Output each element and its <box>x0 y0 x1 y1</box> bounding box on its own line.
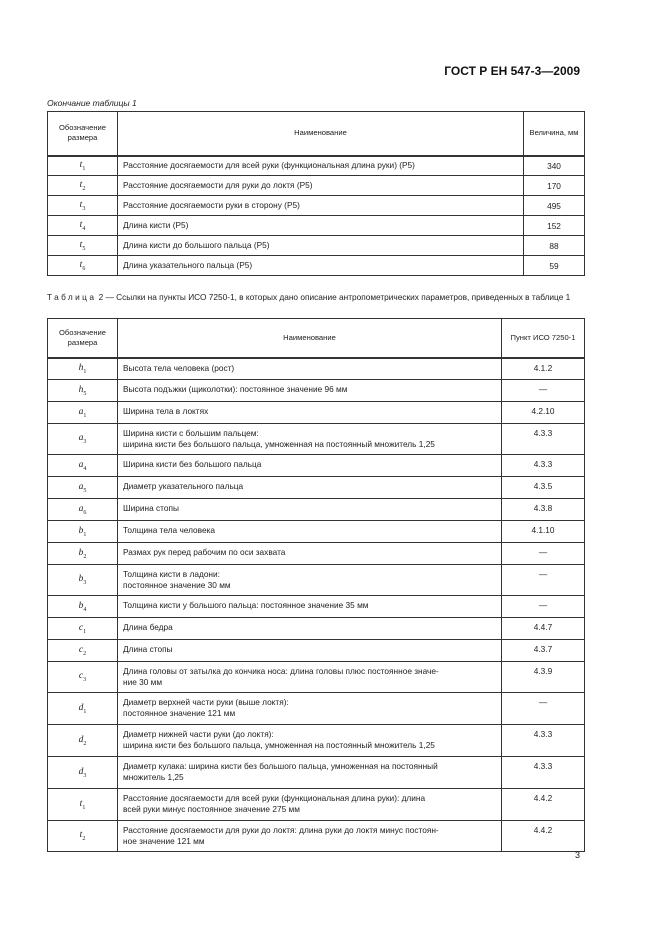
symbol-letter: t <box>79 179 83 190</box>
symbol-index: 1 <box>82 165 86 172</box>
iso-clause: 4.4.2 <box>502 821 585 852</box>
symbol-index: 5 <box>83 390 87 397</box>
table-row <box>48 521 585 543</box>
dimension-name: Расстояние досягаемости для руки до локтя: длина руки до локтя минус постоян- ное значение 121 мм <box>118 821 502 852</box>
symbol-index: 1 <box>83 531 87 538</box>
symbol-index: 4 <box>83 465 87 472</box>
dimension-name: Ширина тела в локтях <box>118 402 502 424</box>
table-row <box>48 725 585 757</box>
iso-clause: 4.3.3 <box>502 757 585 789</box>
table-row <box>48 499 585 521</box>
dimension-value: 170 <box>524 176 585 196</box>
dimension-symbol <box>48 256 118 276</box>
table-row <box>48 156 585 176</box>
symbol-index: 2 <box>83 740 87 747</box>
table1-body <box>48 156 585 276</box>
symbol-letter: a <box>78 406 84 417</box>
symbol-letter: b <box>78 574 84 585</box>
dimension-name: Толщина кисти в ладони: постоянное значение 30 мм <box>118 565 502 596</box>
dimension-symbol <box>48 693 118 725</box>
symbol-letter: t <box>79 219 83 230</box>
symbol-index: 2 <box>83 553 87 560</box>
iso-clause: 4.1.10 <box>502 521 585 543</box>
table1-header-name: Наименование <box>118 112 524 156</box>
dimension-symbol <box>48 789 118 821</box>
table-row <box>48 477 585 499</box>
dimension-symbol <box>48 640 118 662</box>
symbol-letter: c <box>78 671 84 682</box>
iso-clause: 4.3.3 <box>502 424 585 455</box>
iso-clause: 4.2.10 <box>502 402 585 424</box>
symbol-letter: a <box>78 503 84 514</box>
document-id: ГОСТ Р ЕН 547-3—2009 <box>444 64 580 78</box>
dimension-name: Длина кисти до большого пальца (Р5) <box>118 236 524 256</box>
dimension-name: Высота подъжки (щиколотки): постоянное значение 96 мм <box>118 380 502 402</box>
table2-caption-text: 2 — Ссылки на пункты ИСО 7250-1, в которых дано описание антропометрических параметров, приведенных в таблице 1 <box>96 292 571 302</box>
table-row <box>48 565 585 596</box>
dimension-name: Длина головы от затылка до кончика носа: длина головы плюс постоянное значе- ние 30 мм <box>118 662 502 693</box>
symbol-index: 4 <box>82 225 86 232</box>
dimension-symbol <box>48 455 118 477</box>
symbol-index: 3 <box>83 438 87 445</box>
dimension-name: Толщина кисти у большого пальца: постоянное значение 35 мм <box>118 596 502 618</box>
iso-clause: 4.3.5 <box>502 477 585 499</box>
symbol-index: 6 <box>83 509 87 516</box>
table-row <box>48 358 585 380</box>
dimension-name: Диаметр указательного пальца <box>118 477 502 499</box>
table2 <box>47 318 585 852</box>
dimension-name: Ширина кисти без большого пальца <box>118 455 502 477</box>
table-row <box>48 693 585 725</box>
dimension-value: 152 <box>524 216 585 236</box>
symbol-index: 1 <box>83 412 87 419</box>
dimension-name: Размах рук перед рабочим по оси захвата <box>118 543 502 565</box>
dimension-symbol <box>48 543 118 565</box>
table2-header-symbol: Обозначение размера <box>48 319 118 358</box>
dimension-name: Ширина кисти с большим пальцем: ширина кисти без большого пальца, умноженная на постоянный множитель 1,25 <box>118 424 502 455</box>
dimension-name: Расстояние досягаемости для руки до локтя (Р5) <box>118 176 524 196</box>
symbol-index: 2 <box>82 835 86 842</box>
table-row <box>48 455 585 477</box>
iso-clause: — <box>502 596 585 618</box>
dimension-symbol <box>48 402 118 424</box>
table-row <box>48 402 585 424</box>
symbol-letter: a <box>78 459 84 470</box>
iso-clause: — <box>502 693 585 725</box>
dimension-symbol <box>48 176 118 196</box>
table-row <box>48 596 585 618</box>
symbol-letter: a <box>78 433 84 444</box>
dimension-name: Толщина тела человека <box>118 521 502 543</box>
symbol-index: 3 <box>83 579 87 586</box>
dimension-symbol <box>48 196 118 216</box>
dimension-value: 495 <box>524 196 585 216</box>
symbol-index: 3 <box>83 676 87 683</box>
symbol-index: 3 <box>83 772 87 779</box>
page-number: 3 <box>574 850 580 860</box>
dimension-name: Диаметр верхней части руки (выше локтя): постоянное значение 121 мм <box>118 693 502 725</box>
dimension-value: 340 <box>524 156 585 176</box>
table-row <box>48 424 585 455</box>
symbol-letter: b <box>78 525 84 536</box>
dimension-symbol <box>48 499 118 521</box>
symbol-index: 4 <box>83 606 87 613</box>
dimension-symbol <box>48 725 118 757</box>
dimension-symbol <box>48 565 118 596</box>
dimension-symbol <box>48 757 118 789</box>
dimension-symbol <box>48 236 118 256</box>
table-row <box>48 196 585 216</box>
symbol-letter: h <box>78 362 84 373</box>
symbol-letter: b <box>78 547 84 558</box>
table-row <box>48 640 585 662</box>
table-row <box>48 176 585 196</box>
iso-clause: 4.3.8 <box>502 499 585 521</box>
table2-caption-lead: Таблица <box>47 292 97 302</box>
dimension-symbol <box>48 156 118 176</box>
symbol-letter: t <box>79 830 83 841</box>
dimension-symbol <box>48 358 118 380</box>
iso-clause: 4.4.2 <box>502 789 585 821</box>
dimension-symbol <box>48 821 118 852</box>
iso-clause: 4.4.7 <box>502 618 585 640</box>
dimension-name: Диаметр кулака: ширина кисти без большого пальца, умноженная на постоянный множитель 1,25 <box>118 757 502 789</box>
dimension-name: Длина бедра <box>118 618 502 640</box>
symbol-index: 1 <box>83 708 87 715</box>
dimension-name: Длина кисти (Р5) <box>118 216 524 236</box>
symbol-index: 2 <box>83 650 87 657</box>
table1-header-symbol: Обозначение размера <box>48 112 118 156</box>
symbol-letter: d <box>78 734 84 745</box>
dimension-name: Ширина стопы <box>118 499 502 521</box>
iso-clause: 4.3.3 <box>502 725 585 757</box>
table1-caption: Окончание таблицы 1 <box>47 98 137 108</box>
iso-clause: 4.1.2 <box>502 358 585 380</box>
table1 <box>47 111 585 276</box>
symbol-index: 6 <box>82 265 86 272</box>
symbol-letter: t <box>79 259 83 270</box>
symbol-letter: t <box>79 159 83 170</box>
dimension-name: Длина указательного пальца (Р5) <box>118 256 524 276</box>
symbol-index: 5 <box>82 245 86 252</box>
iso-clause: — <box>502 380 585 402</box>
table-row <box>48 543 585 565</box>
table1-header-value: Величина, мм <box>524 112 585 156</box>
table-row <box>48 236 585 256</box>
symbol-letter: t <box>79 798 83 809</box>
dimension-symbol <box>48 477 118 499</box>
dimension-symbol <box>48 596 118 618</box>
iso-clause: — <box>502 543 585 565</box>
iso-clause: — <box>502 565 585 596</box>
symbol-letter: d <box>78 702 84 713</box>
dimension-name: Диаметр нижней части руки (до локтя): ширина кисти без большого пальца, умноженная на постоянный множитель 1,25 <box>118 725 502 757</box>
table2-header-name: Наименование <box>118 319 502 358</box>
dimension-value: 88 <box>524 236 585 256</box>
dimension-symbol <box>48 424 118 455</box>
symbol-index: 2 <box>82 185 86 192</box>
symbol-letter: t <box>79 199 83 210</box>
table-row <box>48 618 585 640</box>
symbol-letter: a <box>78 481 84 492</box>
symbol-index: 3 <box>82 205 86 212</box>
table-row <box>48 662 585 693</box>
table-row <box>48 789 585 821</box>
dimension-symbol <box>48 521 118 543</box>
iso-clause: 4.3.3 <box>502 455 585 477</box>
dimension-name: Расстояние досягаемости руки в сторону (Р5) <box>118 196 524 216</box>
dimension-value: 59 <box>524 256 585 276</box>
table-row <box>48 256 585 276</box>
dimension-symbol <box>48 380 118 402</box>
table-row <box>48 757 585 789</box>
symbol-letter: b <box>78 600 84 611</box>
table-row <box>48 821 585 852</box>
symbol-letter: d <box>78 766 84 777</box>
dimension-name: Расстояние досягаемости для всей руки (функциональная длина руки) (Р5) <box>118 156 524 176</box>
table-row <box>48 380 585 402</box>
symbol-index: 5 <box>83 487 87 494</box>
dimension-name: Длина стопы <box>118 640 502 662</box>
symbol-index: 1 <box>82 804 86 811</box>
symbol-letter: c <box>78 622 84 633</box>
symbol-letter: c <box>78 644 84 655</box>
table2-body <box>48 358 585 852</box>
dimension-symbol <box>48 662 118 693</box>
table2-caption <box>47 292 597 303</box>
dimension-symbol <box>48 216 118 236</box>
dimension-symbol <box>48 618 118 640</box>
symbol-index: 1 <box>83 368 87 375</box>
symbol-letter: t <box>79 239 83 250</box>
iso-clause: 4.3.7 <box>502 640 585 662</box>
symbol-index: 1 <box>83 628 87 635</box>
symbol-letter: h <box>78 384 84 395</box>
table2-header-clause: Пункт ИСО 7250-1 <box>502 319 585 358</box>
dimension-name: Расстояние досягаемости для всей руки (функциональная длина руки): длина всей руки минус постоянное значение 275 мм <box>118 789 502 821</box>
dimension-name: Высота тела человека (рост) <box>118 358 502 380</box>
table-row <box>48 216 585 236</box>
iso-clause: 4.3.9 <box>502 662 585 693</box>
